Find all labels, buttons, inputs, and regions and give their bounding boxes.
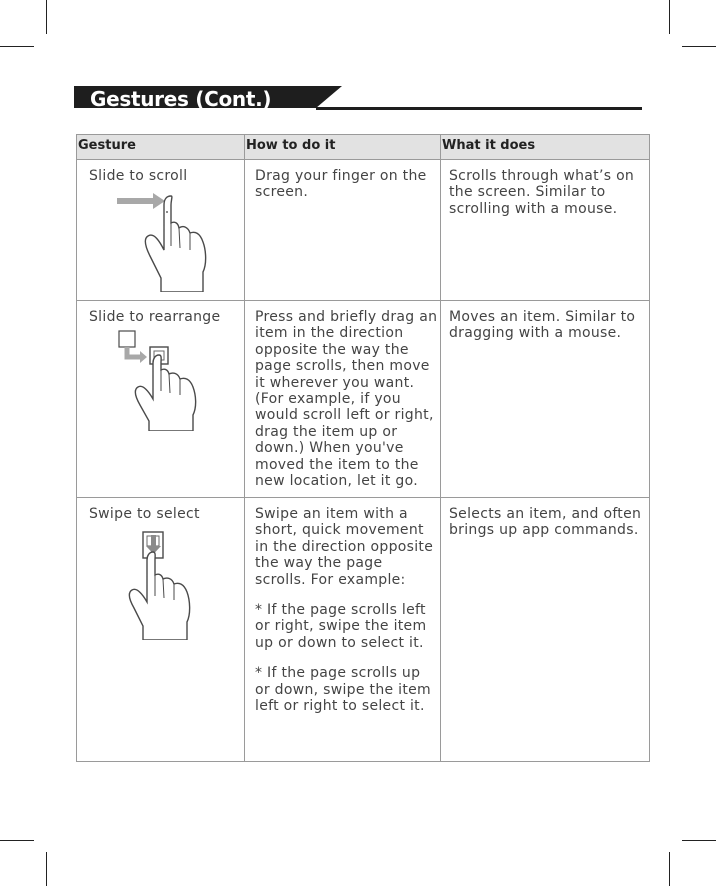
- how-to-text: Press and briefly drag an item in the direction opposite the way the page scrolls, then move it wherever you want. (For example, if you would scroll left or right, drag the item up or down.) When you've moved the item to the new location, let it go.: [255, 309, 438, 490]
- crop-mark-bottom-left-v: [46, 852, 47, 886]
- how-to-point-1: * If the page scrolls left or right, swipe the item up or down to select it.: [255, 602, 427, 651]
- how-to-point-2: * If the page scrolls up or down, swipe the item left or right to select it.: [255, 665, 431, 715]
- table-header-row: [77, 135, 649, 159]
- what-it-does-text: Scrolls through what’s on the screen. Similar to scrolling with a mouse.: [449, 168, 635, 217]
- gesture-name: Slide to scroll: [89, 168, 188, 184]
- what-it-does-text: Moves an item. Similar to dragging with a mouse.: [449, 309, 636, 342]
- section-title: Gestures (Cont.): [90, 87, 272, 111]
- hand-slide-scroll-icon: [111, 190, 211, 292]
- crop-mark-top-right-h: [682, 46, 716, 47]
- header-gesture: Gesture: [77, 135, 245, 159]
- crop-mark-top-right-v: [669, 0, 670, 34]
- crop-mark-bottom-left-h: [0, 840, 34, 841]
- crop-mark-bottom-right-v: [669, 852, 670, 886]
- crop-mark-bottom-right-h: [682, 840, 716, 841]
- table-row: [77, 497, 649, 761]
- crop-mark-top-left-h: [0, 46, 34, 47]
- hand-swipe-select-icon: [111, 530, 201, 640]
- table-row: [77, 159, 649, 300]
- header-how: How to do it: [245, 135, 441, 159]
- hand-slide-rearrange-icon: [111, 329, 207, 431]
- gesture-name: Swipe to select: [89, 506, 200, 522]
- header-what: What it does: [442, 138, 536, 153]
- crop-mark-top-left-v: [46, 0, 47, 34]
- how-to-intro: Swipe an item with a short, quick movement in the direction opposite the way the page scrolls. For example:: [255, 506, 434, 588]
- what-it-does-text: Selects an item, and often brings up app commands.: [449, 506, 642, 539]
- section-banner: [74, 86, 642, 112]
- how-to-text: [245, 498, 440, 714]
- table-row: [77, 300, 649, 497]
- how-to-text: Drag your finger on the screen.: [255, 168, 427, 201]
- gestures-table: [76, 134, 650, 762]
- gesture-name: Slide to rearrange: [89, 309, 221, 325]
